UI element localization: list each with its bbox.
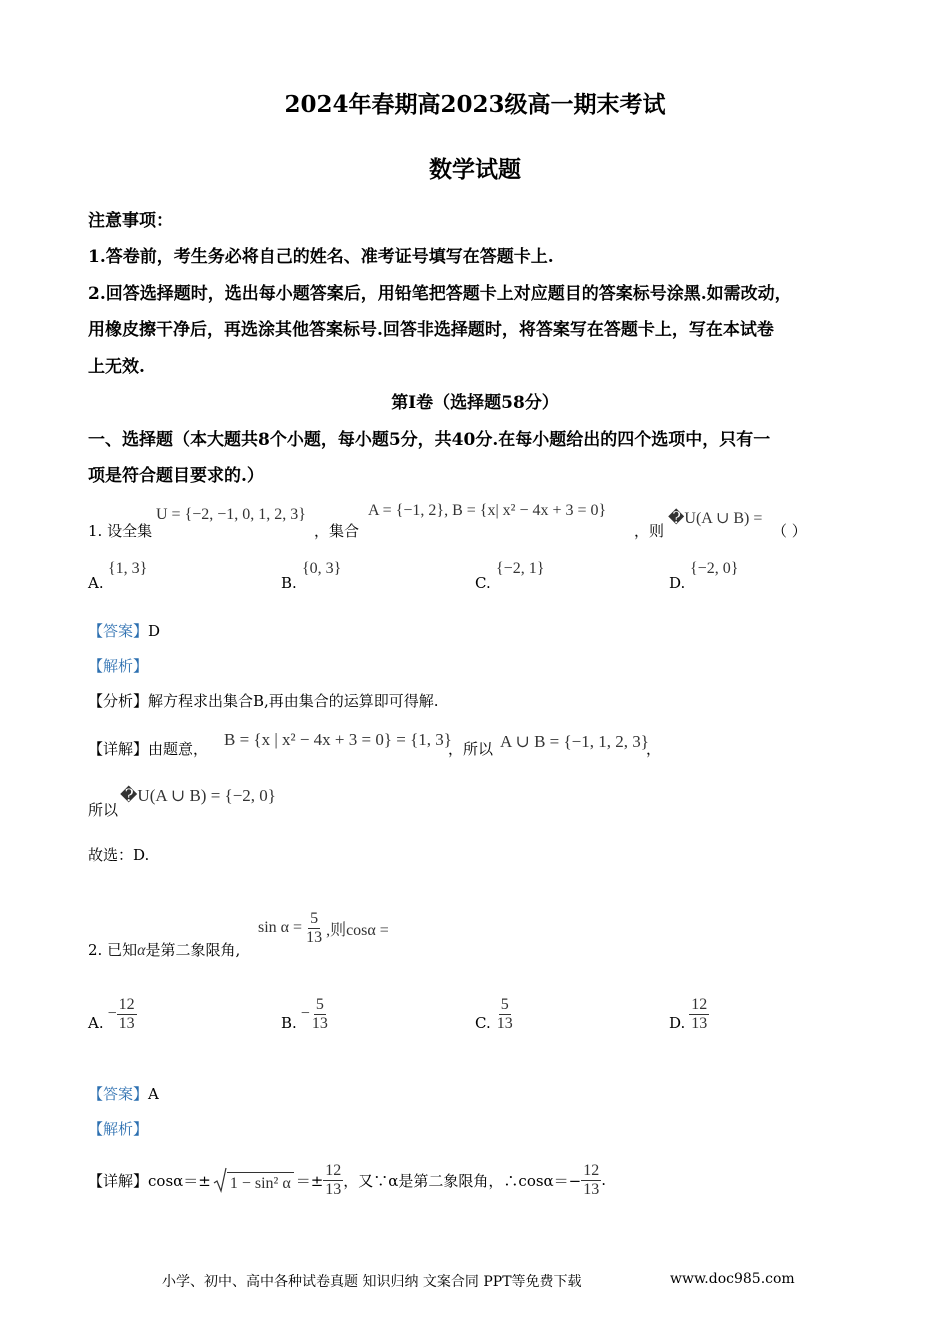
footer-text: 小学、初中、高中各种试卷真题 知识归纳 文案合同 PPT等免费下载 bbox=[162, 1274, 582, 1290]
q2-condition bbox=[258, 910, 389, 946]
option-label: D. bbox=[669, 1014, 686, 1033]
footer-url[interactable]: www.doc985.com bbox=[670, 1271, 795, 1287]
q1-expression: �U(A ∪ B) = bbox=[668, 510, 763, 527]
notice-heading: 注意事项： bbox=[88, 211, 173, 231]
option-num: 5 bbox=[500, 996, 509, 1013]
q1-mid-text: ，集合 bbox=[314, 522, 360, 540]
q1-detail-math-b: B = {x | x² − 4x + 3 = 0} = {1, 3} bbox=[224, 730, 452, 749]
q2-mid: 是第二象限角, bbox=[145, 941, 241, 959]
detail-tag: 【详解】 bbox=[88, 1171, 149, 1190]
q1-detail-end: ， bbox=[646, 740, 662, 758]
q2-prefix: 2. 已知 bbox=[88, 941, 138, 959]
notice-item-2-line-2: 用橡皮擦干净后，再选涂其他答案标号.回答非选择题时，将答案写在答题卡上，写在本试卷 bbox=[88, 320, 774, 340]
detail-den-2: 13 bbox=[583, 1180, 600, 1198]
option-den: 13 bbox=[496, 1014, 513, 1032]
sqrt-expression bbox=[213, 1167, 294, 1193]
q1-line2-math: �U(A ∪ B) = {−2, 0} bbox=[120, 786, 276, 805]
q1-option-d: {−2, 0} bbox=[690, 560, 739, 577]
detail-a: cosα＝± bbox=[148, 1171, 211, 1190]
detail-den: 13 bbox=[325, 1180, 342, 1198]
fenxi-tag: 【分析】 bbox=[88, 692, 149, 710]
option-num: 5 bbox=[315, 996, 324, 1013]
sqrt-icon bbox=[213, 1167, 227, 1193]
q2-option-d bbox=[669, 996, 709, 1032]
q1-option-c: {−2, 1} bbox=[496, 560, 545, 577]
q1-option-a-label: A. bbox=[88, 574, 104, 592]
q2-sin: sin α = bbox=[258, 919, 303, 937]
option-den: 13 bbox=[311, 1014, 328, 1032]
option-fraction bbox=[310, 996, 330, 1032]
q1-prefix: 1. 设全集 bbox=[88, 522, 153, 540]
q1-choose: 故选：D. bbox=[88, 846, 150, 864]
q2-alpha: α bbox=[137, 942, 146, 959]
notice-item-2-line-3: 上无效. bbox=[88, 357, 145, 377]
q2-option-a bbox=[88, 996, 137, 1032]
option-label: B. bbox=[281, 1014, 297, 1033]
q2-detail bbox=[88, 1162, 606, 1198]
sqrt-content: 1 − sin² α bbox=[227, 1172, 294, 1193]
q2-option-c bbox=[475, 996, 515, 1032]
q1-answer bbox=[88, 620, 160, 641]
notice-item-2-line-1: 2.回答选择题时，选出每小题答案后，用铅笔把答题卡上对应题目的答案标号涂黑.如需改动， bbox=[88, 284, 792, 304]
detail-num: 12 bbox=[325, 1162, 342, 1179]
option-label: C. bbox=[475, 1014, 491, 1033]
detail-b: ＝± bbox=[295, 1171, 324, 1190]
part-heading-line-1: 一、选择题（本大题共8个小题，每小题5分，共40分.在每小题给出的四个选项中，只有一 bbox=[88, 430, 771, 450]
q2-frac-num: 5 bbox=[310, 910, 319, 927]
detail-tag: 【详解】 bbox=[88, 740, 149, 758]
q1-option-d-label: D. bbox=[669, 574, 686, 592]
q1-then: ，则 bbox=[634, 522, 665, 540]
notice-item-1: 1.答卷前，考生务必将自己的姓名、准考证号填写在答题卡上. bbox=[88, 247, 554, 267]
detail-fraction bbox=[323, 1162, 343, 1198]
option-num: 12 bbox=[691, 996, 708, 1013]
detail-text: 由题意， bbox=[148, 740, 209, 758]
q1-fenxi bbox=[88, 690, 439, 711]
detail-c: ，又∵α是第二象限角，∴cosα＝− bbox=[343, 1171, 582, 1190]
q1-option-b-label: B. bbox=[281, 574, 297, 592]
q2-frac-den: 13 bbox=[306, 928, 323, 946]
q2-option-b bbox=[281, 996, 330, 1032]
option-num: 12 bbox=[118, 996, 135, 1013]
answer-tag: 【答案】 bbox=[88, 622, 149, 640]
q2-stem bbox=[88, 939, 240, 960]
option-sign: − bbox=[107, 1005, 117, 1023]
option-sign: − bbox=[300, 1005, 310, 1023]
option-den: 13 bbox=[691, 1014, 708, 1032]
exam-subtitle: 数学试题 bbox=[429, 156, 521, 183]
answer-value: D bbox=[148, 622, 161, 640]
detail-end: . bbox=[601, 1171, 607, 1190]
option-fraction bbox=[117, 996, 137, 1032]
q1-option-c-label: C. bbox=[475, 574, 491, 592]
option-fraction bbox=[495, 996, 515, 1032]
q1-sets-ab: A = {−1, 2}, B = {x| x² − 4x + 3 = 0} bbox=[368, 502, 607, 519]
fenxi-text: 解方程求出集合B,再由集合的运算即可得解. bbox=[148, 692, 439, 710]
q2-tail: ,则cosα = bbox=[326, 921, 389, 939]
q1-detail-mid: ，所以 bbox=[448, 740, 494, 758]
q1-detail-prefix bbox=[88, 738, 208, 759]
volume-heading: 第I卷（选择题58分） bbox=[391, 393, 559, 413]
detail-num-2: 12 bbox=[583, 1162, 600, 1179]
option-label: A. bbox=[88, 1014, 104, 1033]
option-den: 13 bbox=[118, 1014, 135, 1032]
q2-answer bbox=[88, 1083, 159, 1104]
q1-paren: （ ） bbox=[772, 522, 807, 540]
q1-analysis-tag: 【解析】 bbox=[88, 657, 149, 675]
q1-line2-prefix: 所以 bbox=[88, 801, 119, 819]
q1-option-a: {1, 3} bbox=[108, 560, 148, 577]
exam-title: 2024年春期高2023级高一期末考试 bbox=[284, 91, 666, 118]
q1-detail-math-union: A ∪ B = {−1, 1, 2, 3} bbox=[500, 732, 649, 751]
option-fraction bbox=[689, 996, 709, 1032]
answer-value: A bbox=[148, 1085, 159, 1103]
q1-option-b: {0, 3} bbox=[302, 560, 342, 577]
part-heading-line-2: 项是符合题目要求的.） bbox=[88, 466, 264, 486]
q2-analysis-tag: 【解析】 bbox=[88, 1120, 149, 1138]
answer-tag: 【答案】 bbox=[88, 1085, 149, 1103]
detail-fraction-2 bbox=[581, 1162, 601, 1198]
q1-universal-set: U = {−2, −1, 0, 1, 2, 3} bbox=[156, 506, 306, 523]
q2-fraction bbox=[304, 910, 324, 946]
